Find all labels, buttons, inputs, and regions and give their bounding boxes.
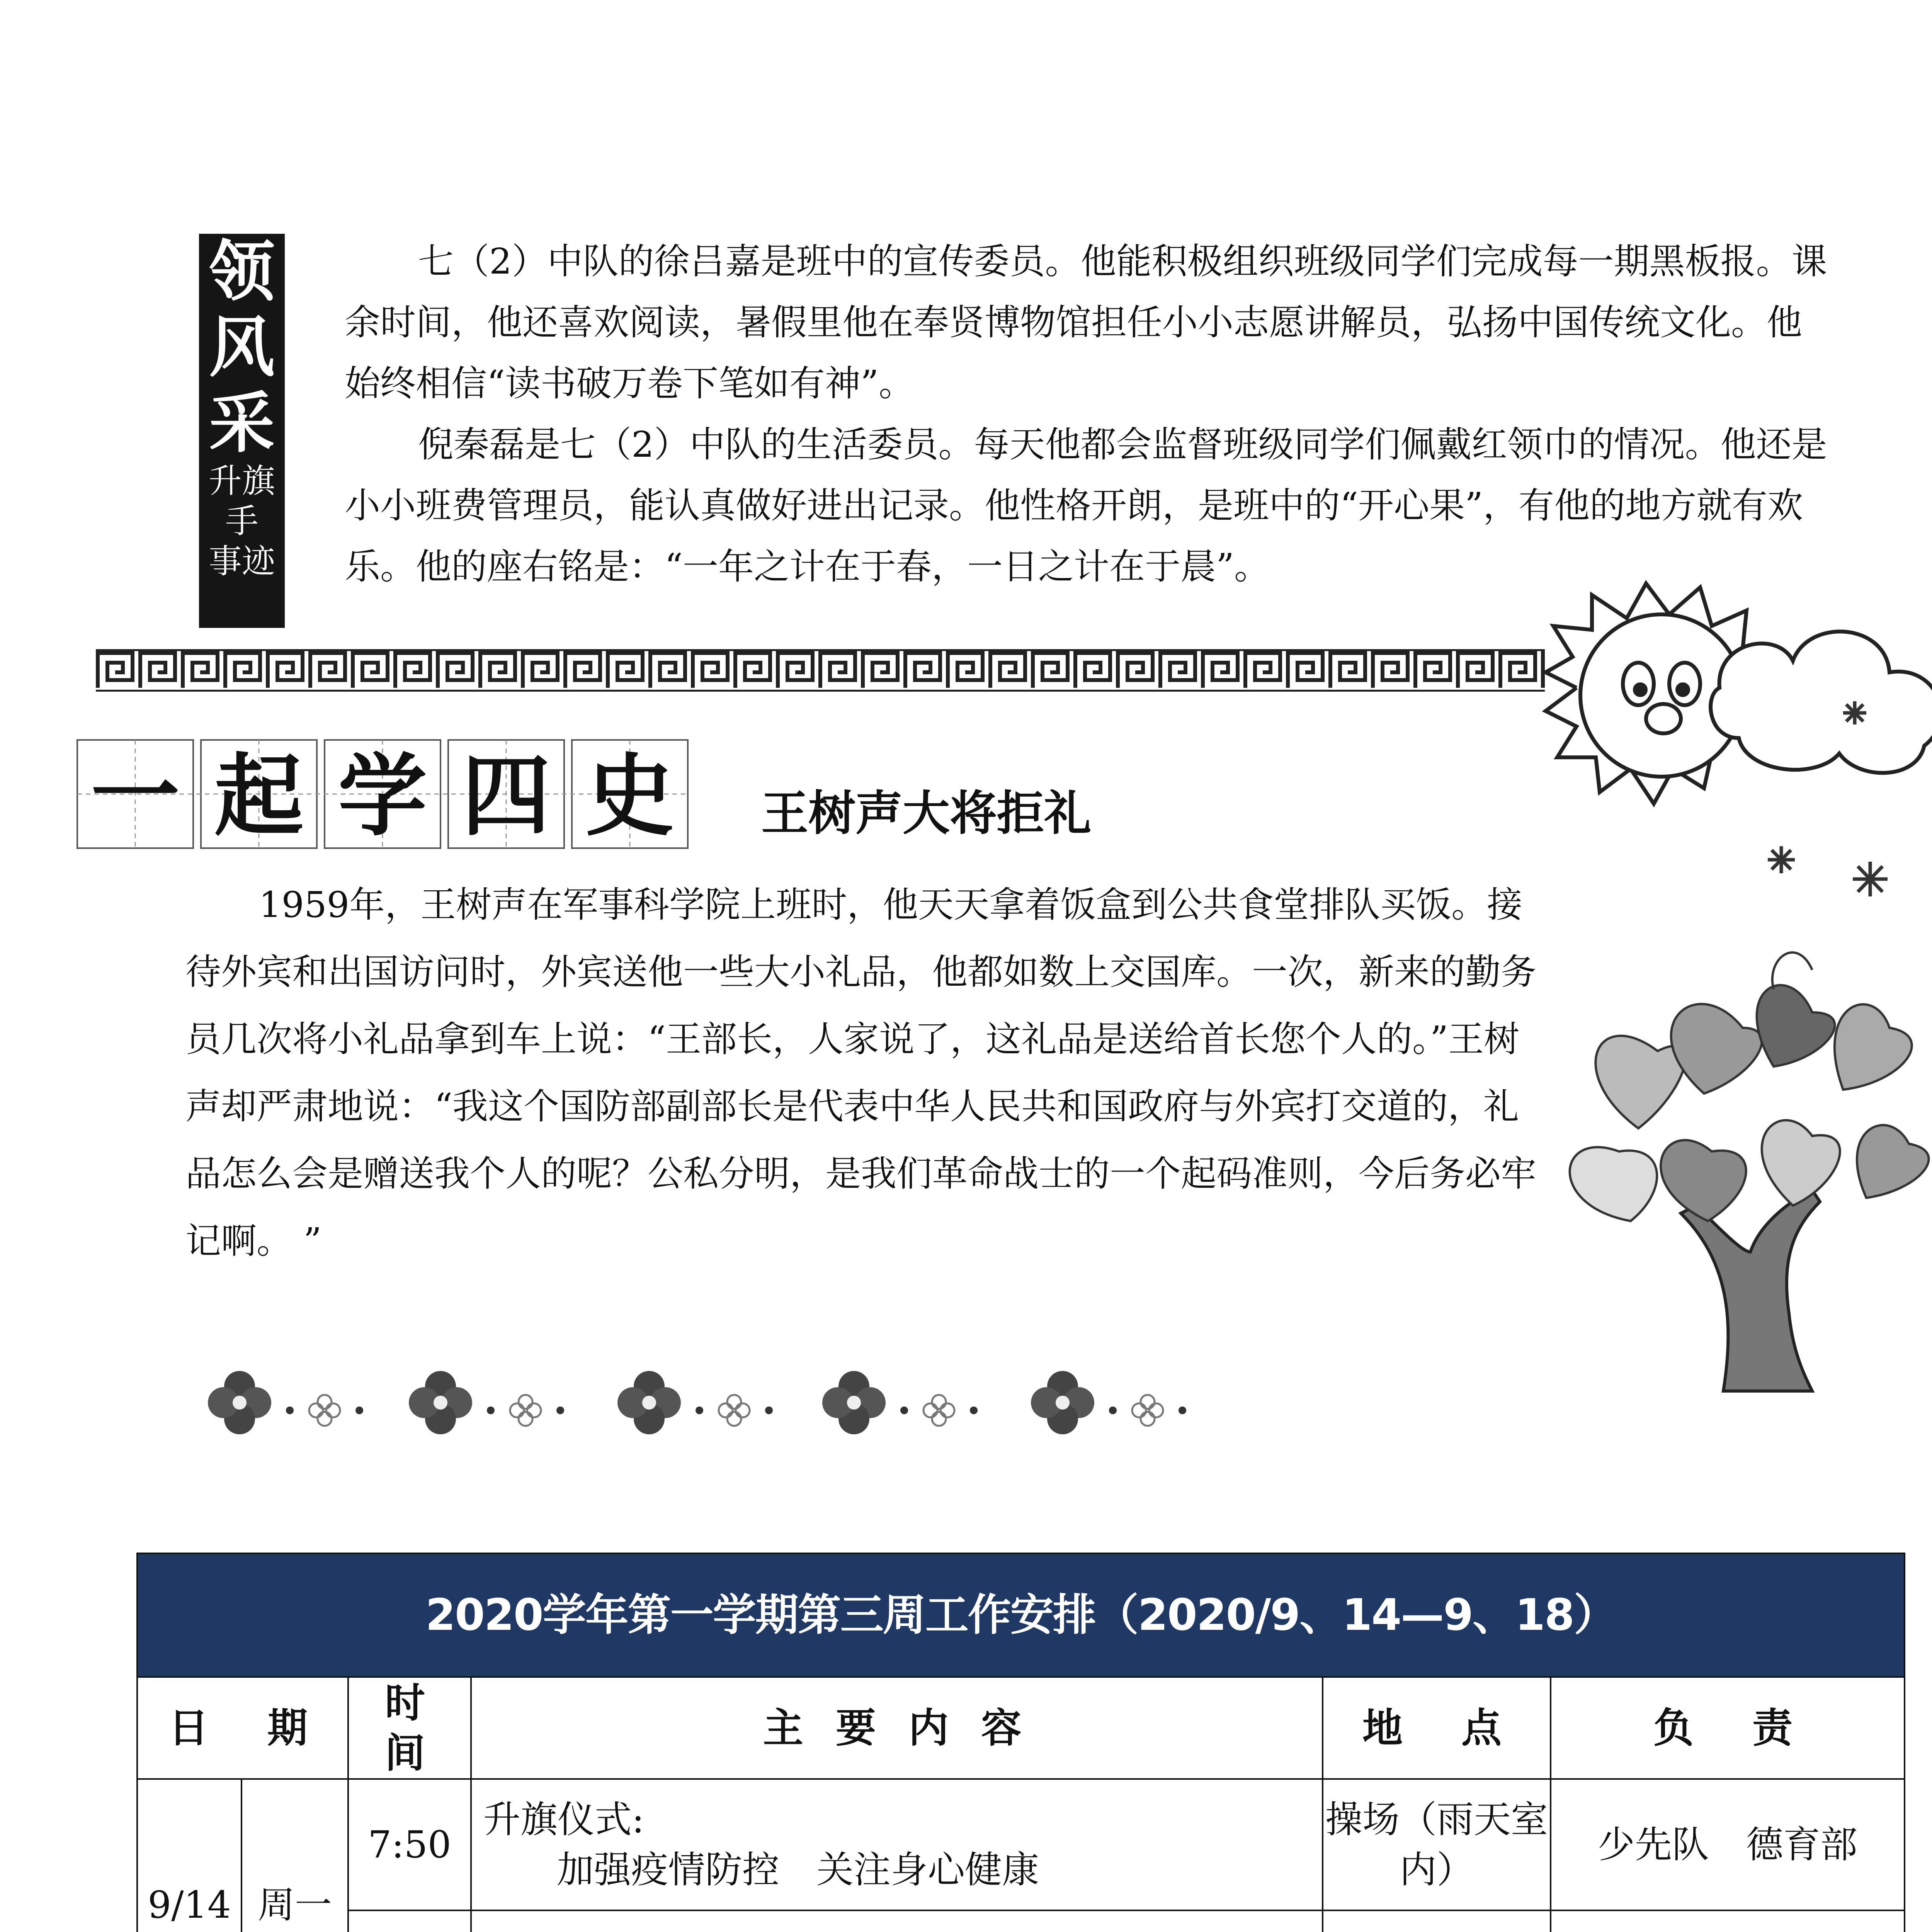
owner-cell: 少先队 德育部: [1551, 1779, 1905, 1910]
content-line-1: 升旗仪式:: [483, 1798, 645, 1841]
table-row: [137, 1779, 1905, 1910]
time-cell: [348, 1910, 471, 1932]
profile-text: [345, 231, 1836, 597]
badge-char-2: 风: [209, 309, 275, 386]
content-line-2: 加强疫情防控 关注身心健康: [557, 1848, 1039, 1891]
content-cell: [471, 1910, 1323, 1932]
content-cell: [471, 1779, 1323, 1910]
schedule-title: 2020学年第一学期第三周工作安排（2020/9、14—9、18）: [137, 1553, 1905, 1677]
owner-cell: [1551, 1910, 1905, 1932]
greek-key-border: [96, 649, 1545, 692]
tree-illustration: [1542, 912, 1932, 1399]
history-heading-char-3: 学: [338, 744, 427, 848]
date-cell: 9/14: [137, 1779, 242, 1932]
profile-paragraph-1: 七（2）中队的徐吕嘉是班中的宣传委员。他能积极组织班级同学们完成每一期黑板报。课余时间，他还喜欢阅读，暑假里他在奉贤博物馆担任小小志愿讲解员，弘扬中国传统文化。他始终相信“读书破万卷下笔如有神”。: [345, 241, 1827, 404]
badge-char-1: 领: [209, 233, 275, 310]
side-badge: [199, 234, 285, 628]
header-owner: 负 责: [1551, 1677, 1905, 1779]
badge-small-2: 事迹: [209, 542, 275, 581]
flower-border: [189, 1360, 1202, 1453]
story-title: 王树声大将拒礼: [761, 786, 1091, 841]
history-heading-char-2: 起: [214, 744, 304, 848]
badge-char-3: 采: [209, 384, 275, 462]
history-heading-char-4: 四: [461, 744, 551, 848]
story-paragraph: 1959年，王树声在军事科学院上班时，他天天拿着饭盒到公共食堂排队买饭。接待外宾和出国访问时，外宾送他一些大小礼品，他都如数上交国库。一次，新来的勤务员几次将小礼品拿到车上说：“王部长，人家说了，这礼品是送给首长您个人的。”王树声却严肃地说：“我这个国防部副部长是代表中华人民共和国政府与外宾打交道的，礼品怎么会是赠送我个人的呢？公私分明，是我们革命战士的一个起码准则，今后务必牢记啊。 ”: [185, 884, 1537, 1262]
header-content: 主 要 内 容: [471, 1677, 1323, 1779]
header-time: 时 间: [348, 1677, 471, 1779]
time-cell: 7:50: [348, 1779, 471, 1910]
place-cell: [1323, 1910, 1551, 1932]
history-heading: [73, 736, 699, 852]
history-heading-char-5: 史: [585, 744, 675, 848]
sun-cloud-illustration: [1530, 572, 1932, 935]
table-row: [137, 1910, 1905, 1932]
history-heading-char-1: 一: [90, 744, 180, 848]
profile-paragraph-2: 倪秦磊是七（2）中队的生活委员。每天他都会监督班级同学们佩戴红领巾的情况。他还是小小班费管理员，能认真做好进出记录。他性格开朗，是班中的“开心果”，有他的地方就有欢乐。他的座右铭是：“一年之计在于春，一日之计在于晨”。: [345, 424, 1827, 587]
header-place: 地 点: [1323, 1677, 1551, 1779]
header-date: 日 期: [137, 1677, 348, 1779]
badge-small-1: 升旗手: [209, 462, 275, 541]
place-cell: 操场（雨天室内）: [1323, 1779, 1551, 1910]
story-text: [185, 871, 1546, 1275]
schedule-table: [136, 1553, 1905, 1932]
weekday-cell: 周一: [242, 1779, 348, 1932]
